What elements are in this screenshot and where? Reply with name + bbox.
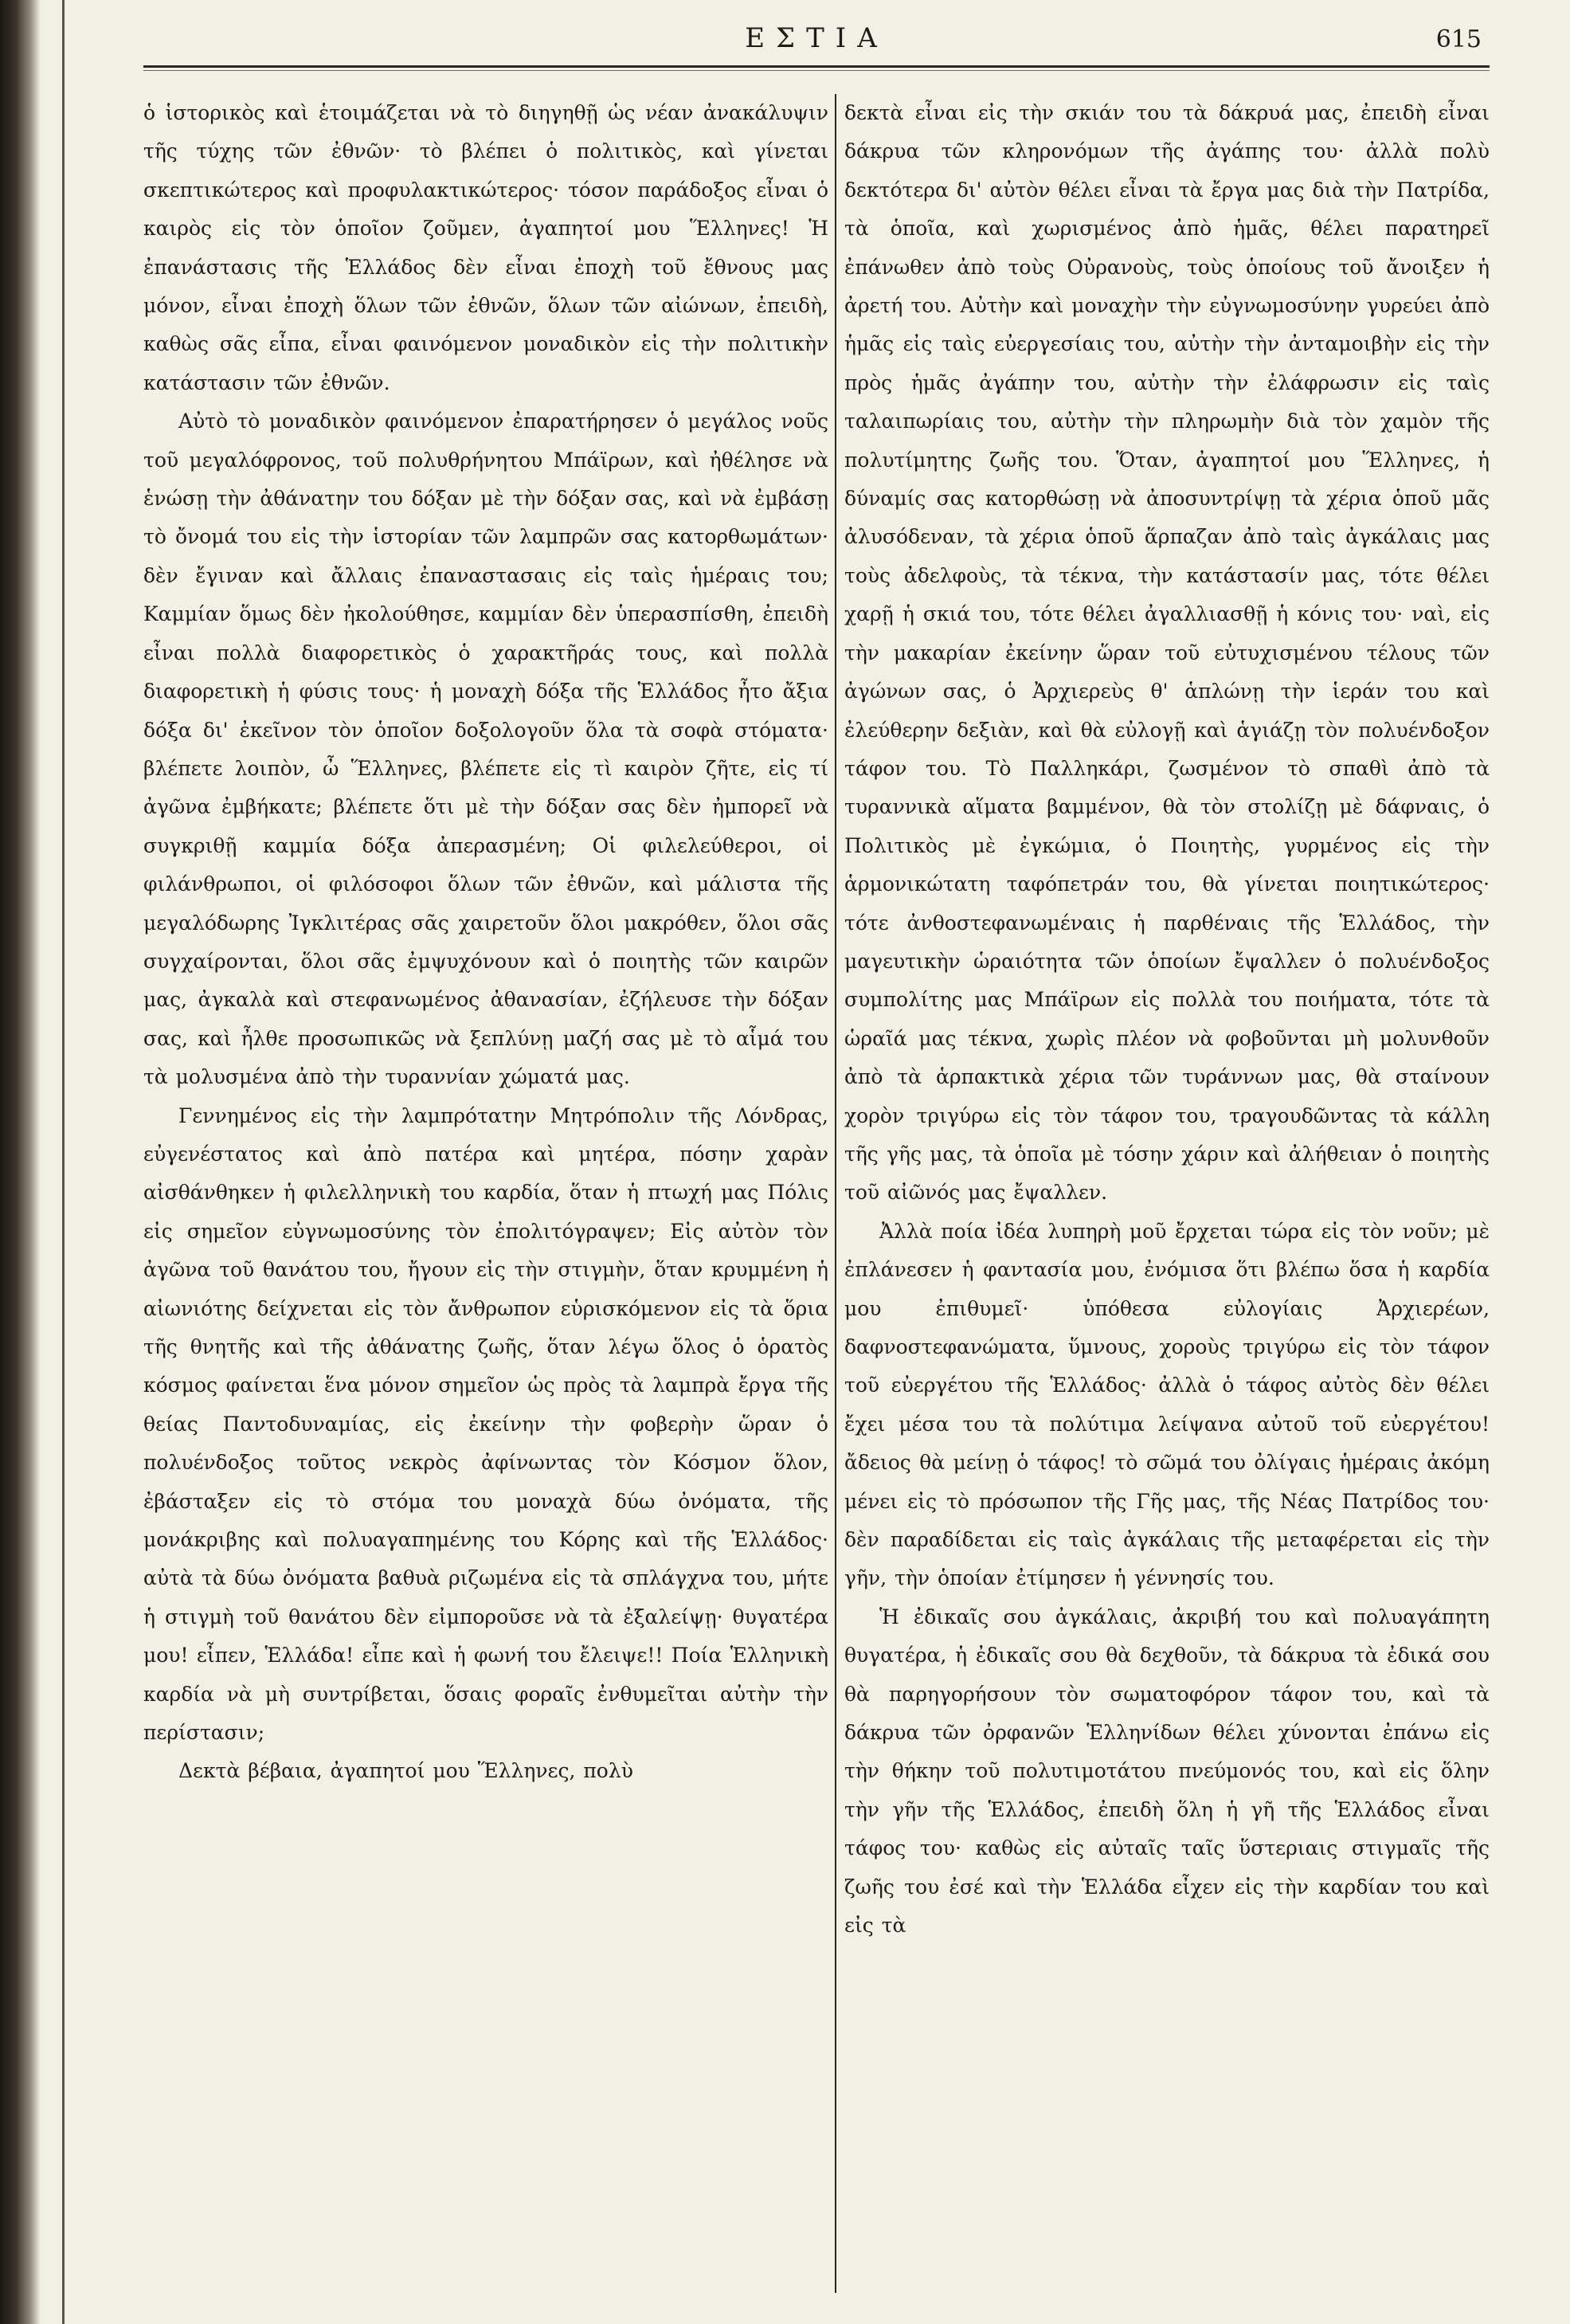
right-paragraph-1: δεκτὰ εἶναι εἰς τὴν σκιάν του τὰ δάκρυά μας, ἐπειδὴ εἶναι δάκρυα τῶν κληρονόμων τῆς ἀγάπης του· ἀλλὰ πολὺ δεκτότερα δι' αὐτὸν θέλει εἶναι τὰ ἔργα μας διὰ τὴν Πατρίδα, τὰ ὁποῖα, καὶ χωρισμένος ἀπὸ ἡμᾶς, θέλει παρατηρεῖ ἐπάνωθεν ἀπὸ τοὺς Οὐρανοὺς, τοὺς ὁποίους τοῦ ἄνοιξεν ἡ ἀρετή του. Αὐτὴν καὶ μοναχὴν τὴν εὐγνωμοσύνην γυρεύει ἀπὸ ἡμᾶς εἰς ταὶς εὐεργεσίαις του, αὐτὴν τὴν ἀνταμοιβὴν εἰς τὴν πρὸς ἡμᾶς ἀγάπην του, αὐτὴν τὴν ἐλάφρωσιν εἰς ταὶς ταλαιπωρίαις του, αὐτὴν τὴν πληρωμὴν διὰ τὸν χαμὸν τῆς πολυτίμητης ζωῆς του. Ὅταν, ἀγαπητοί μου Ἕλληνες, ἡ δύναμίς σας κατορθώσῃ νὰ ἀποσυντρίψῃ τὰ χέρια ὁποῦ μᾶς ἀλυσόδεναν, τὰ χέρια ὁποῦ ἅρπαζαν ἀπὸ ταὶς ἀγκάλαις μας τοὺς ἀδελφοὺς, τὰ τέκνα, τὴν κατάστασίν μας, τότε θέλει χαρῇ ἡ σκιά του, τότε θέλει ἀγαλλιασθῇ ἡ κόνις του· ναὶ, εἰς τὴν μακαρίαν ἐκείνην ὥραν τοῦ εὐτυχισμένου τέλους τῶν ἀγώνων σας, ὁ Ἀρχιερεὺς θ' ἁπλώνῃ τὴν ἱεράν του καὶ ἐλεύθερην δεξιὰν, καὶ θὰ εὐλογῇ καὶ ἁγιάζῃ τὸν πολυένδοξον τάφον του. Τὸ Παλληκάρι, ζωσμένον τὸ σπαθὶ ἀπὸ τὰ τυραννικὰ αἵματα βαμμένον, θὰ τὸν στολίζῃ μὲ δάφναις, ὁ Πολιτικὸς μὲ ἐγκώμια, ὁ Ποιητὴς, γυρμένος εἰς τὴν ἁρμονικώτατη ταφόπετράν του, θὰ γίνεται ποιητικώτερος· τότε ἀνθοστεφανωμέναις ἡ παρθέναις τῆς Ἑλλάδος, τὴν μαγευτικὴν ὡραιότητα τῶν ὁποίων ἔψαλλεν ὁ πολυένδοξος συμπολίτης μας Μπάϊρων εἰς πολλὰ του ποιήματα, τότε τὰ ὡραῖά μας τέκνα, χωρὶς πλέον νὰ φοβοῦνται μὴ μολυνθοῦν ἀπὸ τὰ ἁρπακτικὰ χέρια τῶν τυράννων μας, θὰ σταίνουν χορὸν τριγύρω εἰς τὸν τάφον του, τραγουδῶντας τὰ κάλλη τῆς γῆς μας, τὰ ὁποῖα μὲ τόσην χάριν καὶ ἀλήθειαν ὁ ποιητὴς τοῦ αἰῶνός μας ἔψαλλεν. bbox=[844, 101, 1490, 1205]
page-number: 615 bbox=[1435, 25, 1482, 53]
left-column bbox=[143, 94, 828, 2309]
journal-title: ΕΣΤΙΑ bbox=[745, 22, 888, 54]
left-paragraph-2: Αὐτὸ τὸ μοναδικὸν φαινόμενον ἐπαρατήρησεν ὁ μεγάλος νοῦς τοῦ μεγαλόφρονος, τοῦ πολυθρήνητου Μπάϊρων, καὶ ἠθέλησε νὰ ἑνώσῃ τὴν ἀθάνατην του δόξαν μὲ τὴν δόξαν σας, καὶ νὰ ἐμβάσῃ τὸ ὄνομά του εἰς τὴν ἱστορίαν τῶν λαμπρῶν σας κατορθωμάτων· δὲν ἔγιναν καὶ ἄλλαις ἐπαναστασαις εἰς ταὶς ἡμέραις του; Καμμίαν ὅμως δὲν ἠκολούθησε, καμμίαν δὲν ὑπερασπίσθη, ἐπειδὴ εἶναι πολλὰ διαφορετικὸς ὁ χαρακτῆράς τους, καὶ πολλὰ διαφορετικὴ ἡ φύσις τους· ἡ μοναχὴ δόξα τῆς Ἑλλάδος ἦτο ἄξια δόξα δι' ἐκεῖνον τὸν ὁποῖον δοξολογοῦν ὅλα τὰ σοφὰ στόματα· βλέπετε λοιπὸν, ὦ Ἕλληνες, βλέπετε εἰς τὶ καιρὸν ζῆτε, εἰς τί ἀγῶνα ἐμβήκατε; βλέπετε ὅτι μὲ τὴν δόξαν σας δὲν ἠμπορεῖ νὰ συγκριθῇ καμμία δόξα ἀπερασμένη; Οἱ φιλελεύθεροι, οἱ φιλάνθρωποι, οἱ φιλόσοφοι ὅλων τῶν ἐθνῶν, καὶ μάλιστα τῆς μεγαλόδωρης Ἰγκλιτέρας σᾶς χαιρετοῦν ὅλοι μακρόθεν, ὅλοι σᾶς συγχαίρονται, ὅλοι σᾶς ἐμψυχόνουν καὶ ὁ ποιητὴς τῶν καιρῶν μας, ἀγκαλὰ καὶ στεφανωμένος ἀθανασίαν, ἐζήλευσε τὴν δόξαν σας, καὶ ἦλθε προσωπικῶς νὰ ξεπλύνῃ μαζή σας μὲ τὸ αἷμά του τὰ μολυσμένα ἀπὸ τὴν τυραννίαν χώματά μας. bbox=[143, 410, 828, 1089]
binding-rule bbox=[62, 0, 65, 2324]
left-paragraph-3: Γεννημένος εἰς τὴν λαμπρότατην Μητρόπολιν τῆς Λόνδρας, εὐγενέστατος καὶ ἀπὸ πατέρα καὶ μητέρα, πόσην χαρὰν αἰσθάνθηκεν ἡ φιλελληνικὴ του καρδία, ὅταν ἡ πτωχή μας Πόλις εἰς σημεῖον εὐγνωμοσύνης τὸν ἐπολιτόγραψεν; Εἰς αὐτὸν τὸν ἀγῶνα τοῦ θανάτου του, ἤγουν εἰς τὴν στιγμὴν, ὅταν κρυμμένη ἡ αἰωνιότης δείχνεται εἰς τὸν ἄνθρωπον εὑρισκόμενον εἰς τὰ ὅρια τῆς θνητῆς καὶ τῆς ἀθάνατης ζωῆς, ὅταν λέγω ὅλος ὁ ὁρατὸς κόσμος φαίνεται ἕνα μόνον σημεῖον ὡς πρὸς τὰ λαμπρὰ ἔργα τῆς θείας Παντοδυναμίας, εἰς ἐκείνην τὴν φοβερὴν ὥραν ὁ πολυένδοξος τοῦτος νεκρὸς ἀφίνωντας τὸν Κόσμον ὅλον, ἐβάσταξεν εἰς τὸ στόμα του μοναχὰ δύω ὀνόματα, τῆς μονάκριβης καὶ πολυαγαπημένης του Κόρης καὶ τῆς Ἑλλάδος· αὐτὰ τὰ δύω ὀνόματα βαθυὰ ριζωμένα εἰς τὰ σπλάγχνα του, μήτε ἡ στιγμὴ τοῦ θανάτου δὲν εἰμποροῦσε νὰ τὰ ἐξαλείψῃ· θυγατέρα μου! εἶπεν, Ἑλλάδα! εἶπε καὶ ἡ φωνή του ἔλειψε!! Ποία Ἑλληνικὴ καρδία νὰ μὴ συντρίβεται, ὅσαις φοραῖς ἐνθυμεῖται αὐτὴν τὴν περίστασιν; bbox=[143, 1103, 828, 1745]
book-binding-edge bbox=[0, 0, 40, 2324]
right-paragraph-3: Ἡ ἐδικαῖς σου ἀγκάλαις, ἀκριβή του καὶ πολυαγάπητη θυγατέρα, ἡ ἐδικαῖς σου θὰ δεχθοῦν, τὰ δάκρυα τὰ ἐδικά σου θὰ παρηγορήσουν τὸν σωματοφόρον τάφον του, καὶ τὰ δάκρυα τῶν ὀρφανῶν Ἑλληνίδων θέλει χύνονται ἐπάνω εἰς τὴν θήκην τοῦ πολυτιμοτάτου πνεύμονός του, καὶ εἰς ὅλην τὴν γῆν τῆς Ἑλλάδος, ἐπειδὴ ὅλη ἡ γῆ τῆς Ἑλλάδος εἶναι τάφος του· καθὼς εἰς αὐταῖς ταῖς ὕστεριαις στιγμαῖς τῆς ζωῆς του ἐσέ καὶ τὴν Ἑλλάδα εἶχεν εἰς τὴν καρδίαν του καὶ εἰς τὰ bbox=[844, 1605, 1490, 1938]
left-paragraph-1: ὁ ἱστορικὸς καὶ ἑτοιμάζεται νὰ τὸ διηγηθῇ ὡς νέαν ἀνακάλυψιν τῆς τύχης τῶν ἐθνῶν· τὸ βλέπει ὁ πολιτικὸς, καὶ γίνεται σκεπτικώτερος καὶ προφυλακτικώτερος· τόσον παράδοξος εἶναι ὁ καιρὸς εἰς τὸν ὁποῖον ζοῦμεν, ἀγαπητοί μου Ἕλληνες! Ἡ ἐπανάστασις τῆς Ἑλλάδος δὲν εἶναι ἐποχὴ τοῦ ἔθνους μας μόνον, εἶναι ἐποχὴ ὅλων τῶν ἐθνῶν, ὅλων τῶν αἰώνων, ἐπειδὴ, καθὼς σᾶς εἶπα, εἶναι φαινόμενον μοναδικὸν εἰς τὴν πολιτικὴν κατάστασιν τῶν ἐθνῶν. bbox=[143, 101, 828, 394]
right-column bbox=[844, 94, 1490, 2309]
left-paragraph-4: Δεκτὰ βέβαια, ἀγαπητοί μου Ἕλληνες, πολὺ bbox=[178, 1759, 633, 1783]
column-divider bbox=[835, 94, 836, 2293]
header-rule bbox=[143, 65, 1490, 68]
page-header bbox=[143, 22, 1490, 70]
header-rule-thin bbox=[143, 70, 1490, 71]
right-paragraph-2: Ἀλλὰ ποία ἰδέα λυπηρὴ μοῦ ἔρχεται τώρα εἰς τὸν νοῦν; μὲ ἐπλάνεσεν ἡ φαντασία μου, ἐνόμισα ὅτι βλέπω ὅσα ἡ καρδία μου ἐπιθυμεῖ· ὑπόθεσα εὐλογίαις Ἀρχιερέων, δαφνοστεφανώματα, ὕμνους, χοροὺς τριγύρω εἰς τὸν τάφον τοῦ εὐεργέτου τῆς Ἑλλάδος· ἀλλὰ ὁ τάφος αὐτὸς δὲν θέλει ἔχει μέσα του τὰ πολύτιμα λείψανα αὐτοῦ τοῦ εὐεργέτου! ἄδειος θὰ μείνῃ ὁ τάφος! τὸ σῶμά του ὀλίγαις ἡμέραις ἀκόμη μένει εἰς τὸ πρόσωπον τῆς Γῆς μας, τῆς Νέας Πατρίδος του· δὲν παραδίδεται εἰς ταὶς ἀγκάλαις τῆς μεταφέρεται εἰς τὴν γῆν, τὴν ὁποίαν ἐτίμησεν ἡ γέννησίς του. bbox=[844, 1219, 1490, 1590]
